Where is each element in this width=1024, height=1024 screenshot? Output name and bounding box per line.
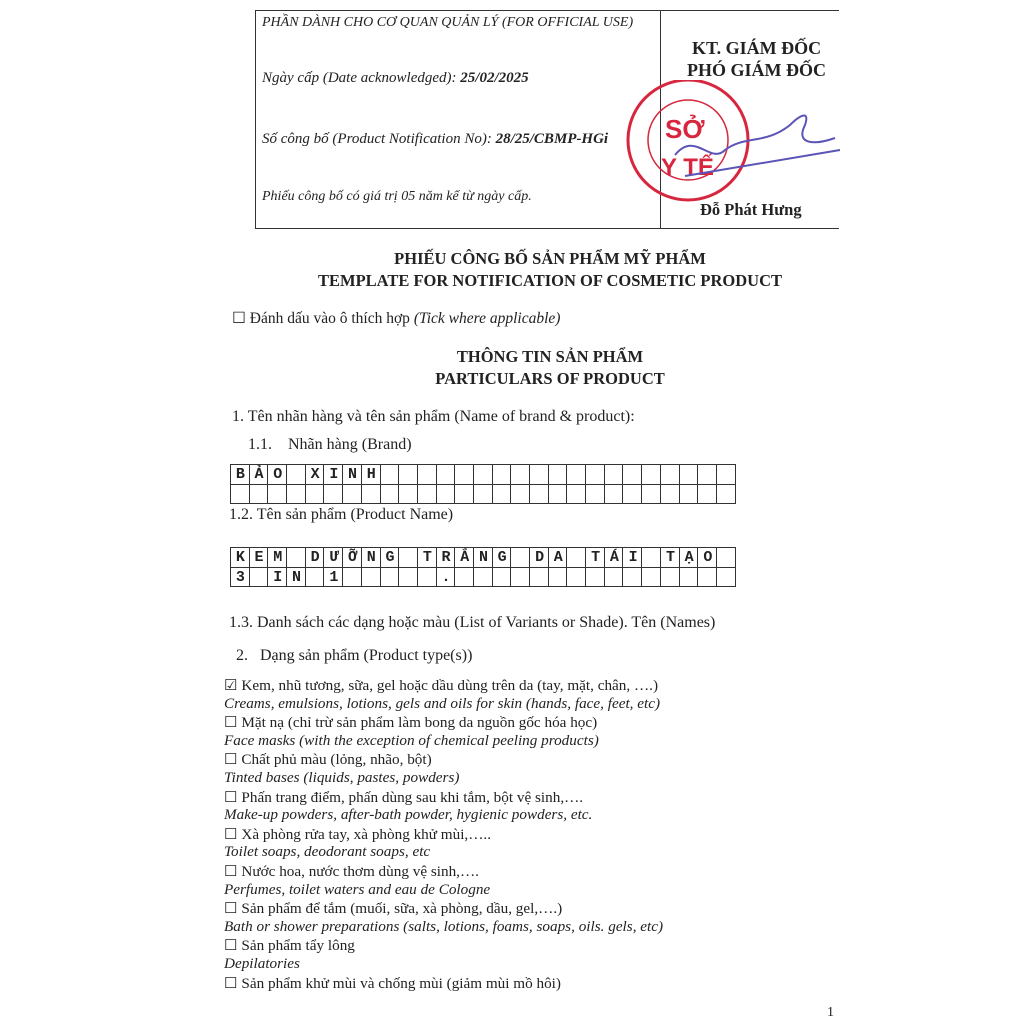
grid-cell[interactable] [549, 465, 568, 485]
product-type-item[interactable] [224, 899, 562, 918]
grid-cell[interactable] [381, 485, 400, 505]
checkbox-icon[interactable]: ☐ [224, 751, 242, 769]
checkbox-icon: ☐ [232, 310, 246, 327]
grid-cell[interactable] [549, 568, 568, 588]
product-type-item[interactable] [224, 936, 355, 955]
grid-cell[interactable] [717, 568, 736, 588]
product-type-en: Perfumes, toilet waters and eau de Cologne [224, 880, 491, 898]
product-type-vi: Chất phủ màu (lỏng, nhão, bột) [241, 751, 432, 769]
product-type-en: Make-up powders, after-bath powder, hygienic powders, etc. [224, 806, 593, 824]
tick-note-vi: Đánh dấu vào ô thích hợp [249, 310, 410, 327]
grid-cell[interactable] [399, 485, 418, 505]
date-label: Ngày cấp (Date acknowledged): [262, 70, 457, 86]
grid-cell[interactable] [493, 485, 512, 505]
grid-cell[interactable] [717, 485, 736, 505]
grid-cell[interactable] [680, 568, 699, 588]
date-value: 25/02/2025 [460, 70, 529, 86]
date-acknowledged [262, 70, 529, 87]
product-type-item[interactable] [224, 974, 561, 993]
grid-cell[interactable] [642, 465, 661, 485]
grid-cell[interactable] [661, 485, 680, 505]
grid-cell[interactable] [549, 485, 568, 505]
product-type-item[interactable] [224, 862, 479, 881]
title-en: TEMPLATE FOR NOTIFICATION OF COSMETIC PRODUCT [317, 271, 782, 290]
section-title-en: PARTICULARS OF PRODUCT [435, 369, 665, 388]
grid-cell[interactable] [717, 465, 736, 485]
brand-grid[interactable] [230, 464, 736, 504]
checkbox-icon[interactable]: ☐ [224, 714, 242, 732]
grid-cell[interactable] [698, 465, 717, 485]
checkbox-icon[interactable]: ☐ [224, 974, 242, 992]
grid-cell[interactable] [399, 465, 418, 485]
grid-cell[interactable] [418, 465, 437, 485]
question-1-3: 1.3. Danh sách các dạng hoặc màu (List of Variants or Shade). Tên (Names) [229, 614, 716, 631]
checkbox-icon[interactable]: ☐ [224, 788, 242, 806]
tick-note [232, 309, 560, 328]
product-type-en: Depilatories [224, 955, 300, 972]
grid-cell[interactable] [530, 465, 549, 485]
signer-title-1: KT. GIÁM ĐỐC [692, 38, 822, 58]
product-type-en: Tinted bases (liquids, pastes, powders) [224, 769, 460, 786]
product-type-item[interactable] [224, 713, 597, 732]
grid-cell[interactable] [586, 568, 605, 588]
grid-cell[interactable] [623, 485, 642, 505]
notification-no-label: Số công bố (Product Notification No): [262, 131, 492, 147]
product-type-item[interactable] [224, 750, 432, 769]
product-name-row-text: KEM DƯỠNG TRẮNG DA TÁI TẠO [235, 549, 741, 566]
grid-cell[interactable] [437, 485, 456, 505]
product-type-vi: Sản phẩm tẩy lông [241, 937, 355, 955]
grid-cell[interactable] [287, 485, 306, 505]
product-type-vi: Sản phẩm khử mùi và chống mùi (giảm mùi mồ hôi) [241, 974, 561, 992]
grid-cell[interactable] [324, 485, 343, 505]
question-1-1: 1.1. Nhãn hàng (Brand) [248, 436, 412, 453]
grid-cell[interactable] [493, 465, 512, 485]
checkbox-icon[interactable]: ☐ [224, 937, 242, 955]
question-2: 2. Dạng sản phẩm (Product type(s)) [236, 647, 473, 664]
checkbox-icon[interactable]: ☐ [224, 825, 242, 843]
validity-note: Phiếu công bố có giá trị 05 năm kể từ ngày cấp. [262, 189, 532, 204]
official-heading: PHẦN DÀNH CHO CƠ QUAN QUẢN LÝ (FOR OFFICIAL USE) [262, 15, 634, 30]
tick-note-en: (Tick where applicable) [413, 310, 561, 327]
grid-cell[interactable] [455, 485, 474, 505]
grid-cell[interactable] [605, 568, 624, 588]
stamp-icon [628, 80, 748, 200]
product-name-grid[interactable] [230, 547, 741, 587]
product-type-vi: Nước hoa, nước thơm dùng vệ sinh,…. [241, 863, 479, 880]
product-type-item[interactable] [224, 676, 658, 695]
grid-cell[interactable] [474, 465, 493, 485]
grid-cell[interactable] [362, 485, 381, 505]
checkbox-icon[interactable]: ☐ [224, 863, 242, 880]
brand-row-text [231, 485, 236, 505]
grid-cell[interactable] [567, 568, 586, 588]
grid-cell[interactable] [567, 485, 586, 505]
product-type-en: Toilet soaps, deodorant soaps, etc [224, 843, 431, 861]
grid-cell[interactable] [474, 485, 493, 505]
svg-text:Y TẾ: Y TẾ [661, 154, 714, 181]
grid-cell[interactable] [343, 485, 362, 505]
question-1: 1. Tên nhãn hàng và tên sản phẩm (Name of brand & product): [232, 408, 635, 425]
grid-cell[interactable] [474, 568, 493, 588]
checkbox-icon[interactable]: ☐ [224, 900, 242, 918]
checked-checkbox-icon[interactable]: ☑ [224, 677, 242, 694]
grid-cell[interactable] [698, 485, 717, 505]
grid-cell[interactable] [680, 485, 699, 505]
grid-cell[interactable] [586, 465, 605, 485]
official-stamp-signature [615, 80, 845, 210]
grid-cell[interactable] [642, 485, 661, 505]
product-type-vi: Phấn trang điểm, phấn dùng sau khi tắm, bột vệ sinh,…. [241, 788, 584, 806]
grid-cell[interactable] [642, 568, 661, 588]
grid-cell[interactable] [567, 465, 586, 485]
grid-cell[interactable] [680, 465, 699, 485]
grid-cell[interactable] [493, 568, 512, 588]
brand-row-text: BẢO XINH [235, 466, 386, 483]
svg-text:SỞ: SỞ [665, 114, 705, 144]
grid-cell[interactable] [306, 485, 325, 505]
grid-cell[interactable] [530, 568, 549, 588]
product-type-vi: Kem, nhũ tương, sữa, gel hoặc dầu dùng trên da (tay, mặt, chân, ….) [241, 677, 659, 694]
signer-title-2: PHÓ GIÁM ĐỐC [687, 60, 826, 80]
grid-cell[interactable] [511, 465, 530, 485]
grid-cell[interactable] [455, 465, 474, 485]
product-type-en: Creams, emulsions, lotions, gels and oils for skin (hands, face, feet, etc) [224, 694, 661, 712]
grid-cell[interactable] [511, 568, 530, 588]
grid-cell[interactable] [437, 465, 456, 485]
grid-cell[interactable] [661, 465, 680, 485]
grid-cell[interactable] [605, 465, 624, 485]
title-vi: PHIẾU CÔNG BỐ SẢN PHẨM MỸ PHẨM [394, 249, 706, 268]
notification-no [262, 131, 608, 148]
grid-cell[interactable] [250, 485, 269, 505]
grid-cell[interactable] [511, 485, 530, 505]
grid-cell[interactable] [623, 568, 642, 588]
product-type-item[interactable] [224, 788, 583, 807]
grid-cell[interactable] [418, 485, 437, 505]
product-type-en: Face masks (with the exception of chemical peeling products) [224, 731, 599, 749]
product-type-vi: Mặt nạ (chỉ trừ sản phẩm làm bong da nguồn gốc hóa học) [241, 714, 598, 732]
grid-cell[interactable] [268, 485, 287, 505]
section-title-vi: THÔNG TIN SẢN PHẨM [456, 347, 644, 366]
grid-cell[interactable] [623, 465, 642, 485]
product-name-row-text: 3 IN 1 . [235, 568, 461, 586]
question-1-2: 1.2. Tên sản phẩm (Product Name) [229, 506, 454, 523]
signer-name: Đỗ Phát Hưng [700, 200, 802, 219]
grid-cell[interactable] [661, 568, 680, 588]
grid-cell[interactable] [586, 485, 605, 505]
product-type-vi: Sản phẩm để tắm (muối, sữa, xà phòng, dầu, gel,….) [241, 900, 563, 918]
notification-no-value: 28/25/CBMP-HGi [495, 131, 609, 147]
grid-cell[interactable] [698, 568, 717, 588]
grid-cell[interactable] [605, 485, 624, 505]
product-type-vi: Xà phòng rửa tay, xà phòng khử mùi,….. [241, 825, 491, 843]
grid-cell[interactable] [530, 485, 549, 505]
product-type-en: Bath or shower preparations (salts, lotions, foams, soaps, oils. gels, etc) [224, 917, 664, 935]
page-number: 1 [827, 1005, 834, 1020]
product-type-item[interactable] [224, 825, 491, 844]
